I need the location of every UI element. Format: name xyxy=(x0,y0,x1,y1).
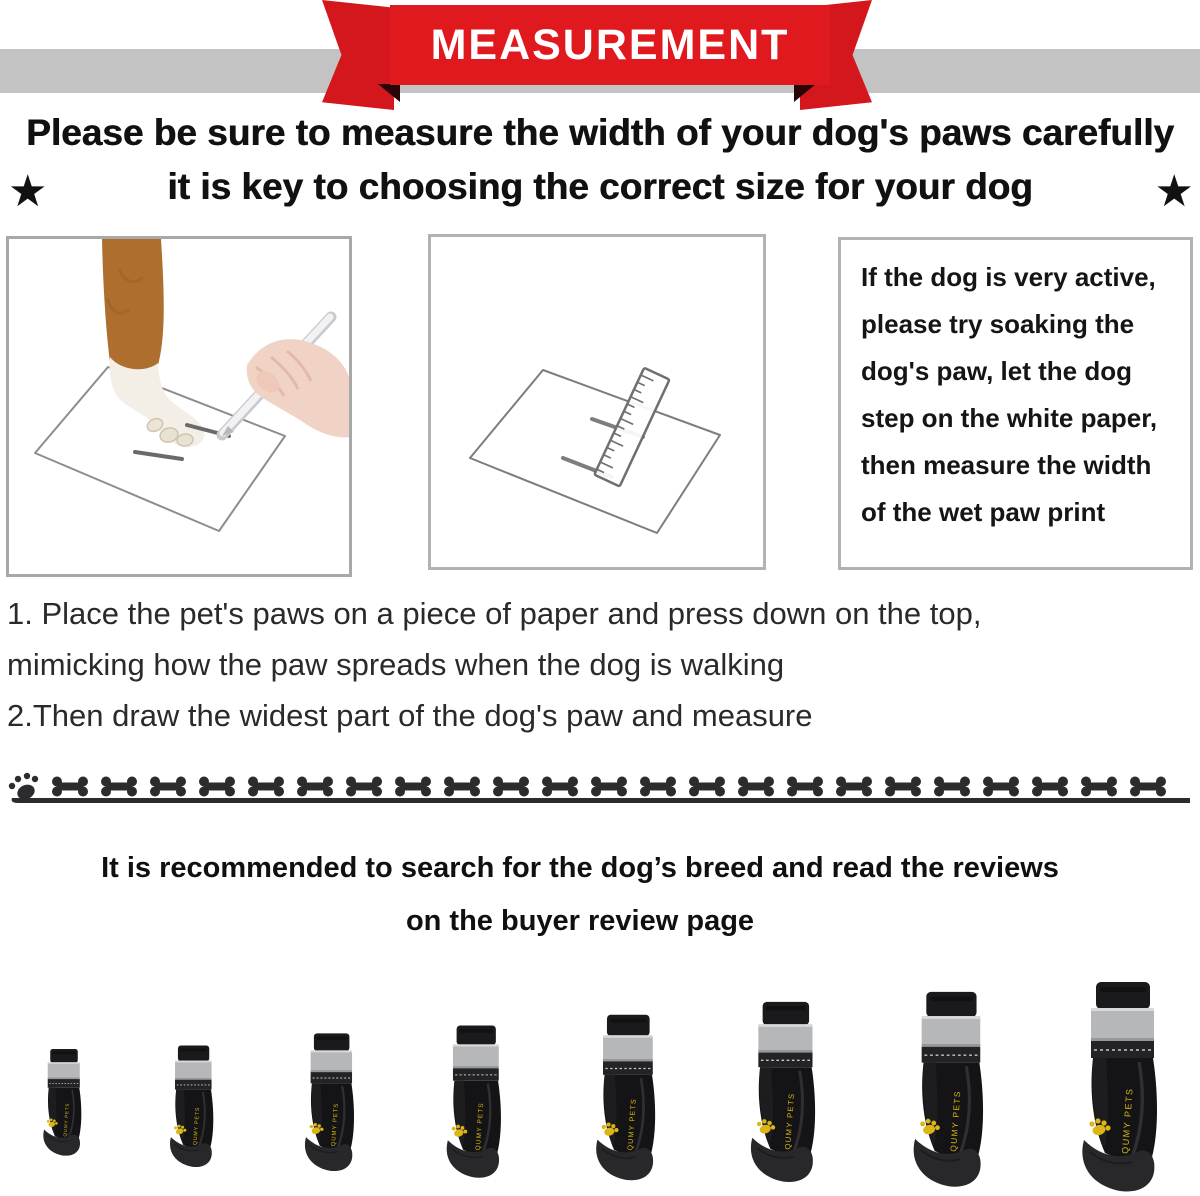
tip-line: then measure the width xyxy=(861,450,1152,480)
headline xyxy=(0,106,1200,214)
dog-boot-template xyxy=(298,1032,364,1174)
tip-line: dog's paw, let the dog xyxy=(861,356,1132,386)
measuring-instructions xyxy=(7,588,1200,741)
svg-text:QUMY PETS: QUMY PETS xyxy=(62,1102,70,1137)
tip-line: step on the white paper, xyxy=(861,403,1158,433)
dog-boot-template xyxy=(588,1013,667,1184)
ruler-measure-sketch-panel xyxy=(428,234,766,570)
banner-title: MEASUREMENT xyxy=(430,20,790,69)
svg-text:QUMY PETS: QUMY PETS xyxy=(330,1102,340,1147)
star-icon: ★ xyxy=(1154,166,1194,217)
dog-boot-size-5 xyxy=(588,1013,667,1184)
star-icon: ★ xyxy=(8,166,48,217)
recommendation-line1: It is recommended to search for the dog’s breed and read the reviews xyxy=(101,852,1059,884)
measurement-ribbon xyxy=(390,5,830,85)
dog-boot-template xyxy=(439,1024,512,1181)
svg-text:QUMY PETS: QUMY PETS xyxy=(625,1097,638,1151)
dog-boot-size-8 xyxy=(1072,980,1172,1196)
tip-line: please try soaking the xyxy=(861,309,1135,339)
dog-boot-size-3 xyxy=(298,1032,364,1174)
dog-boot-size-1 xyxy=(38,1048,89,1158)
paw-tracing-illustration xyxy=(9,239,349,574)
instruction-step-1: 1. Place the pet's paws on a piece of paper and press down on the top, xyxy=(7,596,982,631)
tip-line: of the wet paw print xyxy=(861,497,1106,527)
paw-tracing-photo-panel xyxy=(6,236,352,577)
dog-boot-template xyxy=(742,1000,828,1186)
headline-line1: Please be sure to measure the width of your dog's paws carefully xyxy=(26,112,1174,153)
recommendation-line2: on the buyer review page xyxy=(405,905,755,937)
review-recommendation xyxy=(0,842,1160,948)
svg-text:QUMY PETS: QUMY PETS xyxy=(192,1106,202,1146)
instruction-step-2: 2.Then draw the widest part of the dog's paw and measure xyxy=(7,698,813,733)
dog-boot-size-7 xyxy=(904,990,997,1191)
boot-size-lineup xyxy=(0,956,1200,1196)
dog-boot-template xyxy=(904,990,997,1191)
dog-boot-size-4 xyxy=(439,1024,512,1181)
ruler-diagram xyxy=(431,237,763,567)
instruction-step-1-cont: mimicking how the paw spreads when the dog is walking xyxy=(7,647,785,682)
svg-text:QUMY PETS: QUMY PETS xyxy=(475,1102,486,1151)
headline-line2: it is key to choosing the correct size for your dog xyxy=(167,166,1033,207)
tip-line: If the dog is very active, xyxy=(861,262,1156,292)
dog-boot-template xyxy=(38,1048,89,1158)
dog-boot-template xyxy=(164,1044,222,1170)
svg-text:QUMY PETS: QUMY PETS xyxy=(783,1092,797,1150)
svg-text:QUMY PETS: QUMY PETS xyxy=(1119,1087,1135,1155)
bone-chain-divider xyxy=(4,770,1196,810)
dog-boot-size-2 xyxy=(164,1044,222,1170)
svg-text:QUMY PETS: QUMY PETS xyxy=(947,1089,962,1153)
paw-print-icon xyxy=(9,773,38,802)
active-dog-tip-panel xyxy=(838,237,1193,570)
dog-boot-size-6 xyxy=(742,1000,828,1186)
dog-boot-template xyxy=(1072,980,1172,1196)
